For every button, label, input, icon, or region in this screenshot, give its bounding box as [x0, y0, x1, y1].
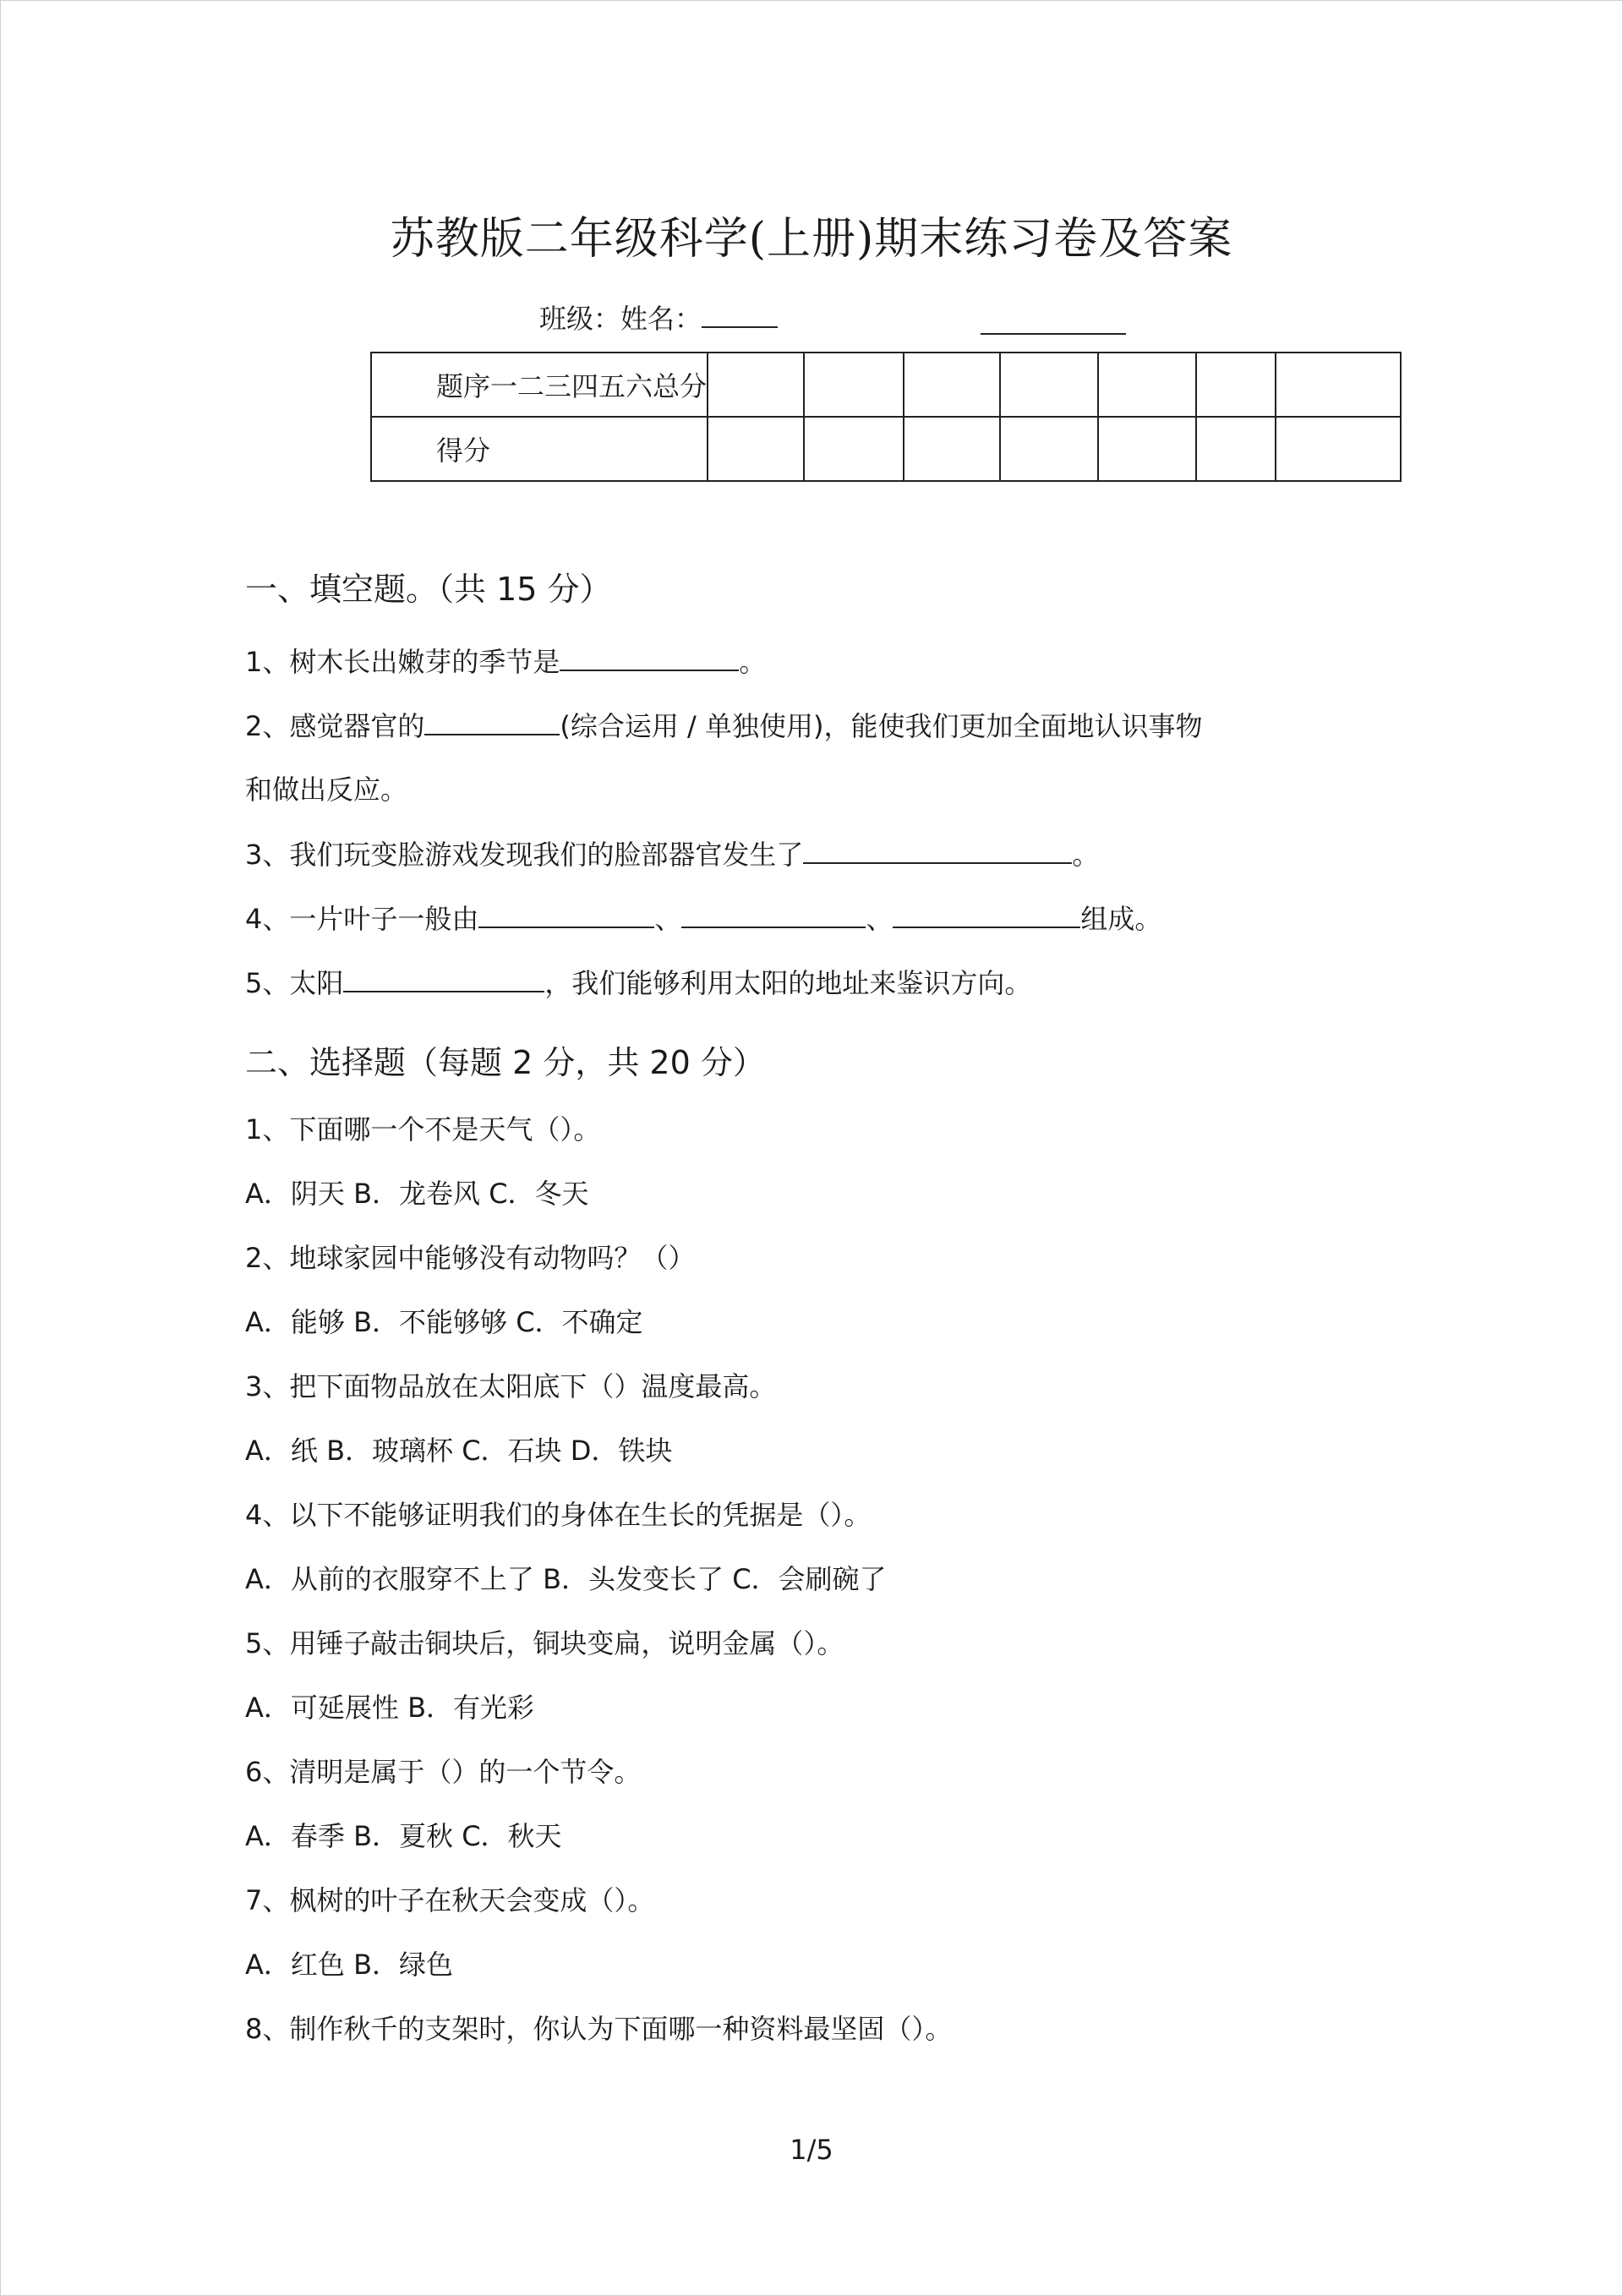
question-text: 1、树木长出嫩芽的季节是: [245, 646, 560, 678]
score-table-cell: [804, 353, 904, 417]
page-number: 1/5: [790, 2134, 833, 2166]
score-label: 得分: [436, 435, 491, 467]
question-text: 。: [1072, 839, 1100, 871]
score-table-score-row: [371, 417, 1401, 481]
answer-blank[interactable]: [893, 901, 1080, 928]
section2-line: A．可延展性 B．有光彩: [245, 1692, 535, 1724]
question-text: 、: [866, 903, 893, 935]
score-input-cell[interactable]: [1196, 417, 1276, 481]
score-input-cell[interactable]: [1276, 417, 1401, 481]
answer-blank[interactable]: [343, 965, 544, 992]
section2-line: A．能够 B．不能够够 C．不确定: [245, 1306, 643, 1338]
score-table-header-row: [371, 353, 1401, 417]
answer-blank[interactable]: [803, 837, 1072, 864]
section2-line: 3、把下面物品放在太阳底下（）温度最高。: [245, 1370, 777, 1402]
score-table-cell: [1098, 353, 1196, 417]
section2-line: 5、用锤子敲击铜块后，铜块变扁，说明金属（）。: [245, 1627, 844, 1659]
score-table-cell: [708, 353, 804, 417]
section1-question-5: [245, 965, 1031, 1000]
question-text: (综合运用 / 单独使用)，能使我们更加全面地认识事物: [560, 710, 1203, 742]
section2-line: 2、地球家园中能够没有动物吗？（）: [245, 1242, 696, 1274]
question-text: ，我们能够利用太阳的地址来鉴识方向。: [544, 967, 1032, 999]
question-text: 2、感觉器官的: [245, 710, 425, 742]
section2-line: 1、下面哪一个不是天气（）。: [245, 1113, 601, 1145]
score-input-cell[interactable]: [708, 417, 804, 481]
section1-question-4: [245, 901, 1161, 936]
document-title: 苏教版二年级科学(上册)期末练习卷及答案: [390, 214, 1233, 265]
score-table-cell: [1196, 353, 1276, 417]
section1-question-2: [245, 708, 1202, 743]
score-table-cell: [1276, 353, 1401, 417]
answer-blank[interactable]: [478, 901, 654, 928]
section1-question-2-continuation: 和做出反应。: [245, 774, 408, 806]
section2-line: A．纸 B．玻璃杯 C．石块 D．铁块: [245, 1435, 673, 1467]
name-label: 姓名：: [620, 303, 702, 335]
answer-blank[interactable]: [560, 644, 739, 671]
section1-heading: 一、填空题。（共 15 分）: [245, 571, 612, 608]
score-table-cell: [1000, 353, 1098, 417]
answer-blank[interactable]: [424, 708, 560, 735]
score-table-score-label-cell: [371, 417, 708, 481]
score-input-cell[interactable]: [1000, 417, 1098, 481]
score-table-header-label: 题序一二三四五六总分: [436, 370, 708, 402]
class-blank[interactable]: [981, 298, 1126, 335]
score-table-cell: [904, 353, 1000, 417]
section2-line: 7、枫树的叶子在秋天会变成（）。: [245, 1884, 655, 1916]
section2-line: 6、清明是属于（）的一个节令。: [245, 1756, 642, 1788]
section2-line: A．红色 B．绿色: [245, 1949, 454, 1981]
score-input-cell[interactable]: [1098, 417, 1196, 481]
section2-line: 8、制作秋千的支架时，你认为下面哪一种资料最坚固（）。: [245, 2013, 953, 2045]
question-text: 3、我们玩变脸游戏发现我们的脸部器官发生了: [245, 839, 804, 871]
score-input-cell[interactable]: [804, 417, 904, 481]
question-text: 组成。: [1080, 903, 1162, 935]
section2-line: A．春季 B．夏秋 C．秋天: [245, 1820, 562, 1852]
section1-question-1: [245, 644, 766, 679]
answer-blank[interactable]: [681, 901, 866, 928]
name-blank[interactable]: [702, 303, 778, 328]
student-info-line: [539, 298, 778, 336]
question-text: 、: [654, 903, 682, 935]
question-text: 4、一片叶子一般由: [245, 903, 479, 935]
section2-line: A．阴天 B．龙卷风 C．冬天: [245, 1178, 589, 1210]
score-table: [370, 352, 1402, 482]
section2-line: A．从前的衣服穿不上了 B．头发变长了 C．会刷碗了: [245, 1563, 887, 1595]
question-text: 。: [739, 646, 767, 678]
question-text: 5、太阳: [245, 967, 344, 999]
score-table-header-cell: [371, 353, 708, 417]
section2-heading: 二、选择题（每题 2 分，共 20 分）: [245, 1044, 765, 1081]
score-input-cell[interactable]: [904, 417, 1000, 481]
section1-question-3: [245, 837, 1099, 872]
section2-line: 4、以下不能够证明我们的身体在生长的凭据是（）。: [245, 1499, 872, 1531]
class-label: 班级：: [539, 303, 621, 335]
